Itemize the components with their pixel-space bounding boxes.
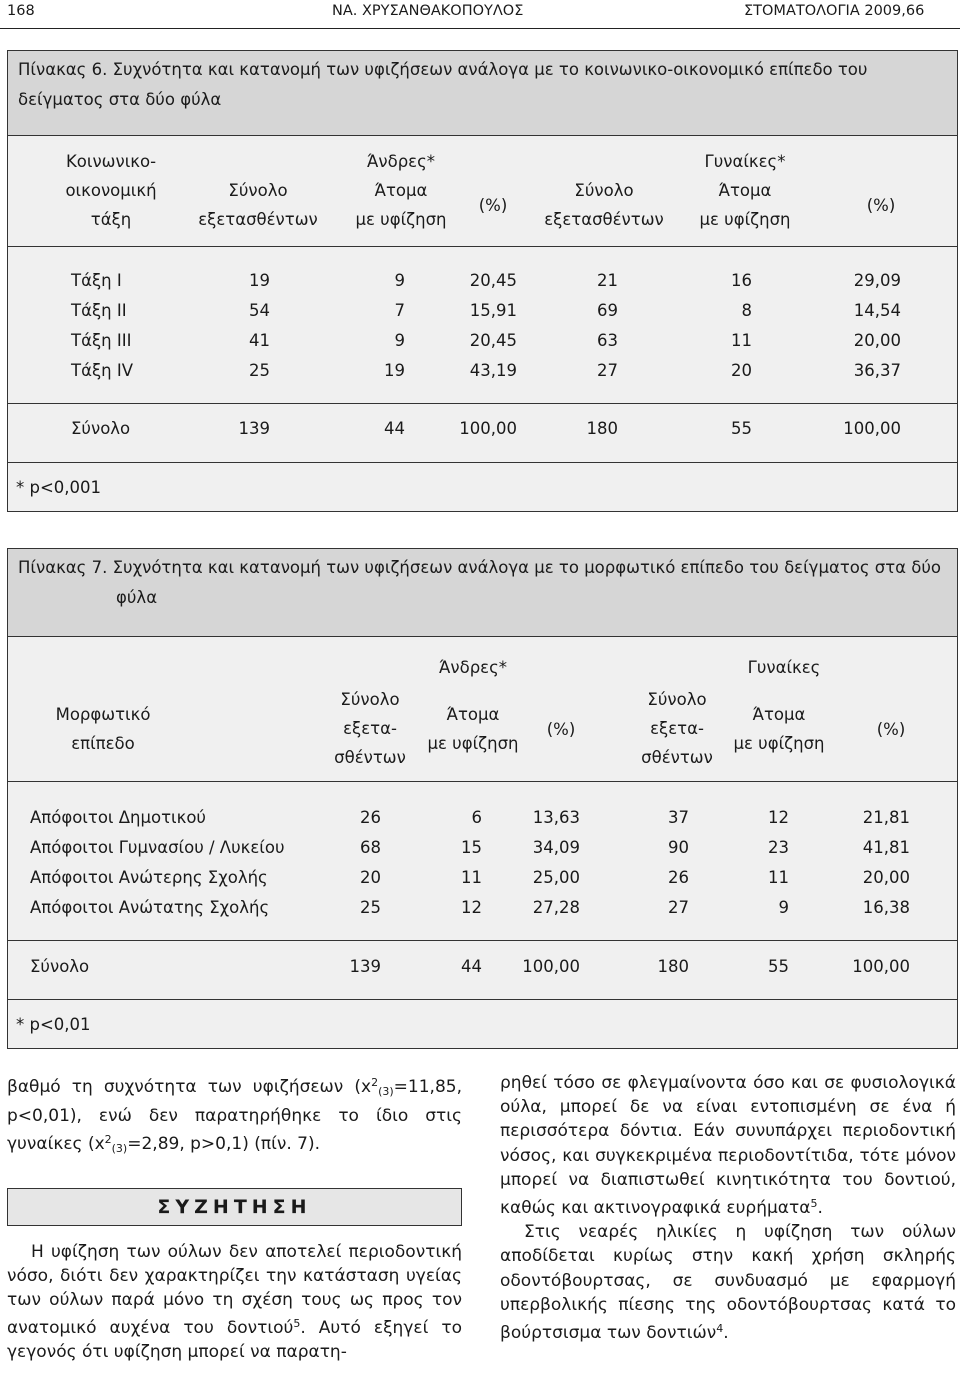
table-6-caption-text: Συχνότητα και κατανομή των υφιζήσεων ανάλογα με το κοινωνικο-οικονομικό επίπεδο του δείγματος στα δύο φύλα bbox=[18, 60, 868, 109]
col-header-men-persons: Άτομα με υφίζηση bbox=[427, 705, 519, 753]
table-7: Πίνακας 7. Συχνότητα και κατανομή των υφιζήσεων ανάλογα με το μορφωτικό επίπεδο του δείγματος στα δύο φύλα Άνδρες* Γυναίκες Μορφωτικό επίπεδο Σύνολο εξετα- σθέντων Άτομα με υφίζηση (%) Σύνολο εξετα- σθέντων Άτομα με υφίζηση (%) Απόφοιτοι Δημοτικού 26 6 13,63 37 12 21,81 Απόφοιτοι Γυμνασίου / Λυκείου 68 15 34,09 90 23 41,81 Απόφοιτοι Ανώτερης Σχολής 20 11 25,00 26 11 20,00 Απόφοιτοι Ανώτατης Σχολής 25 12 27,28 27 9 16,38 Σύνολο 139 44 100,00 180 55 100,00 * p<0,01 bbox=[7, 548, 958, 1049]
author-name: ΝΑ. ΧΡΥΣΑΝΘΑΚΟΠΟΥΛΟΣ bbox=[332, 3, 524, 19]
col-header-women-pct: (%) bbox=[876, 720, 906, 739]
table-6: Πίνακας 6. Συχνότητα και κατανομή των υφιζήσεων ανάλογα με το κοινωνικο-οικονομικό επίπεδο του δείγματος στα δύο φύλα Κοινωνικο- οικονομική τάξη Άνδρες* Γυναίκες* Σύνολο εξετασθέντων Άτομα με υφίζηση (%) Σύνολο εξετασθέντων Άτομα με υφίζηση (%) Τάξη I 19 9 20,45 21 16 29,09 Τάξη II 54 7 15,91 69 8 14,54 Τάξη III 41 9 20,45 63 11 20,00 Τάξη IV 25 19 43,19 27 20 36,37 Σύνολο 139 44 100,00 180 55 100,00 * p<0,001 bbox=[7, 50, 958, 512]
table-6-caption bbox=[8, 51, 957, 136]
total-rule bbox=[8, 403, 957, 404]
men-group-header: Άνδρες* bbox=[438, 658, 508, 677]
discussion-paragraph-1: Η υφίζηση των ούλων δεν αποτελεί περιοδοντική νόσο, διότι δεν χαρακτηρίζει την κατάσταση υγείας των ούλων παρά μόνο τη σχέση τους ως προς τον ανατομικό αυχένα του δοντιού$^5$. Αυτό εξηγεί το γεγονός ότι υφίζηση μπορεί να παρατη- bbox=[7, 1241, 462, 1363]
col-header-women-pct: (%) bbox=[866, 196, 896, 215]
citation-ref: 4 bbox=[716, 1322, 724, 1336]
discussion-paragraph-1-cont: ρηθεί τόσο σε φλεγμαίνοντα όσο και σε φυσιολογικά ούλα, μπορεί δε να είναι εντοπισμένη σε ένα ή περισσότερα δόντια. Εάν συνυπάρχει περιοδοντική νόσος, και συγκεκριμένα περιοδοντίτιδα, τότε μόνον μπορεί να διαπιστωθεί κινητικότητα του δοντιού, καθώς και ακτινογραφικά ευρήματα$^5$. bbox=[500, 1073, 956, 1219]
total-rule bbox=[8, 940, 957, 941]
results-paragraph: βαθμό τη συχνότητα των υφιζήσεων ($x^2_{(3)}=11,85$, p<0,01), ενώ δεν παρατηρήθηκε το ίδιο στις γυναίκες ($x^2_{(3)}=2,89$, p>0,1) (πίν. 7). bbox=[7, 1076, 462, 1156]
table-6-label: Πίνακας 6. bbox=[18, 60, 108, 79]
article-body bbox=[0, 1058, 960, 1384]
citation-ref: 5 bbox=[293, 1317, 301, 1331]
women-group-header: Γυναίκες bbox=[747, 658, 821, 677]
table-7-footnote: * p<0,01 bbox=[16, 1015, 91, 1034]
table-7-label: Πίνακας 7. bbox=[18, 558, 108, 577]
left-column bbox=[7, 1071, 462, 1365]
running-header bbox=[0, 0, 960, 29]
col-header-class: Κοινωνικο- οικονομική τάξη bbox=[65, 152, 157, 229]
footnote-rule bbox=[8, 462, 957, 463]
right-column bbox=[500, 1071, 956, 1345]
col-header-women-persons: Άτομα με υφίζηση bbox=[733, 705, 825, 753]
men-group-header: Άνδρες* bbox=[366, 152, 436, 171]
col-header-men-total: Σύνολο εξετασθέντων bbox=[198, 181, 318, 229]
women-group-header: Γυναίκες* bbox=[704, 152, 786, 171]
journal-info: ΣΤΟΜΑΤΟΛΟΓΙΑ 2009,66 bbox=[744, 3, 925, 19]
page-number: 168 bbox=[7, 3, 35, 19]
discussion-heading: ΣΥΖΗΤΗΣΗ bbox=[7, 1188, 462, 1226]
col-header-men-persons: Άτομα με υφίζηση bbox=[355, 181, 447, 229]
citation-ref: 5 bbox=[810, 1197, 818, 1211]
col-header-women-total: Σύνολο εξετασθέντων bbox=[544, 181, 664, 229]
col-header-men-pct: (%) bbox=[478, 196, 508, 215]
table-7-caption bbox=[8, 549, 957, 637]
table-7-caption-text: Συχνότητα και κατανομή των υφιζήσεων ανάλογα με το μορφωτικό επίπεδο του δείγματος στα δύο φύλα bbox=[112, 558, 942, 607]
table-6-footnote: * p<0,001 bbox=[16, 478, 102, 497]
discussion-paragraph-2: Στις νεαρές ηλικίες η υφίζηση των ούλων αποδίδεται κυρίως στην κακή χρήση σκληρής οδοντόβουρτσας, σε συνδυασμό με εφαρμογή υπερβολικής πίεσης της οδοντόβουρτσας κατά το βούρτσισμα των δοντιών$^4$. bbox=[500, 1222, 956, 1344]
col-header-women-total: Σύνολο εξετα- σθέντων bbox=[641, 690, 713, 767]
header-rule bbox=[8, 246, 957, 247]
col-header-level: Μορφωτικό επίπεδο bbox=[55, 705, 151, 753]
col-header-men-pct: (%) bbox=[546, 720, 576, 739]
col-header-women-persons: Άτομα με υφίζηση bbox=[699, 181, 791, 229]
col-header-men-total: Σύνολο εξετα- σθέντων bbox=[334, 690, 406, 767]
footnote-rule bbox=[8, 999, 957, 1000]
header-rule bbox=[8, 781, 957, 782]
